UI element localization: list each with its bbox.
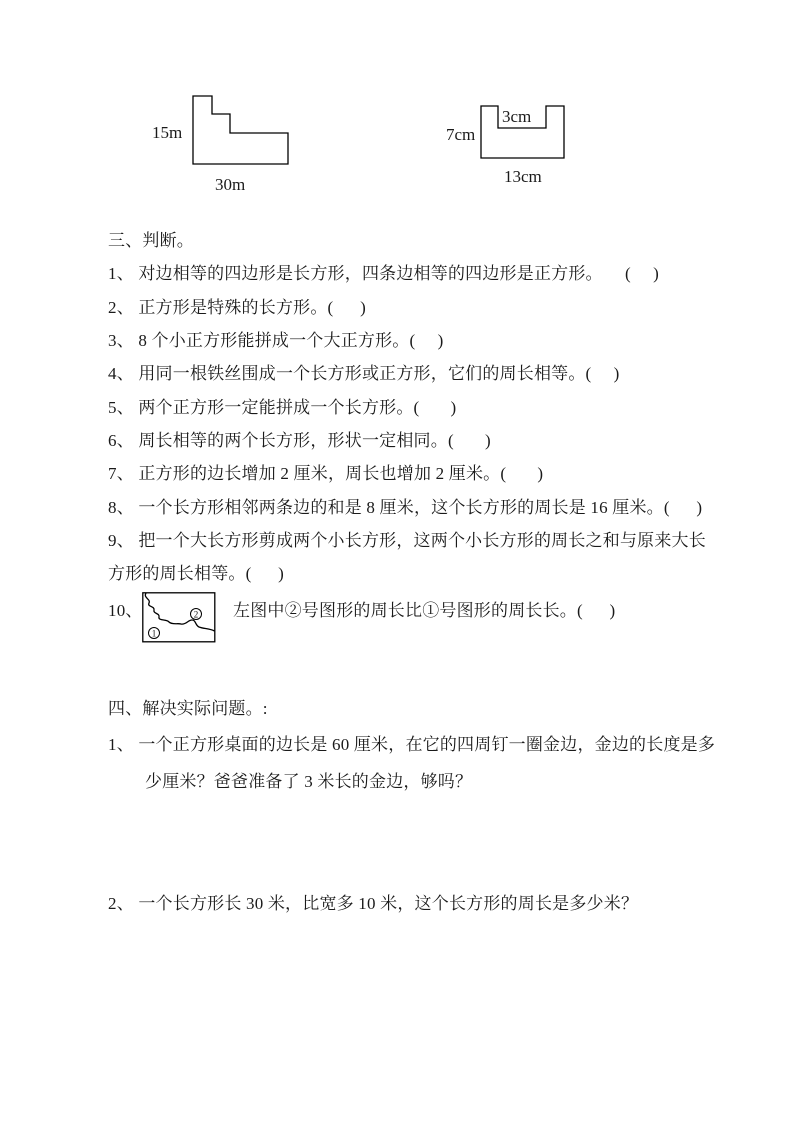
judge-question-10-text: 左图中②号图形的周长比①号图形的周长长。( )	[233, 601, 616, 620]
solve-section-heading: 四、解决实际问题。:	[108, 699, 268, 718]
judge-question-4: 4、 用同一根铁丝围成一个长方形或正方形，它们的周长相等。( )	[108, 364, 620, 383]
region-split-figure	[142, 592, 216, 643]
judge-question-2: 2、 正方形是特殊的长方形。( )	[108, 298, 366, 317]
judge-question-6: 6、 周长相等的两个长方形，形状一定相同。( )	[108, 431, 491, 450]
u-shape-notch-label: 3cm	[502, 107, 532, 126]
judge-question-1: 1、 对边相等的四边形是长方形，四条边相等的四边形是正方形。 ( )	[108, 264, 659, 283]
staircase-shape-outline	[193, 96, 288, 164]
u-shape-height-label: 7cm	[446, 125, 476, 144]
region-divider-curve	[145, 593, 214, 631]
judge-section-heading: 三、判断。	[108, 231, 194, 250]
judge-question-5: 5、 两个正方形一定能拼成一个长方形。( )	[108, 398, 457, 417]
solve-question-1-line2: 少厘米？爸爸准备了 3 米长的金边，够吗？	[145, 772, 473, 791]
u-shape-width-label: 13cm	[504, 167, 542, 186]
solve-question-2: 2、 一个长方形长 30 米，比宽多 10 米，这个长方形的周长是多少米？	[108, 894, 639, 913]
region2-label: 2	[193, 609, 199, 620]
judge-question-3: 3、 8 个小正方形能拼成一个大正方形。( )	[108, 331, 444, 350]
judge-question-8: 8、 一个长方形相邻两条边的和是 8 厘米，这个长方形的周长是 16 厘米。( )	[108, 498, 703, 517]
region1-label: 1	[151, 628, 157, 639]
judge-question-9-line1: 9、 把一个大长方形剪成两个小长方形，这两个小长方形的周长之和与原来大长	[108, 531, 706, 550]
judge-question-10-number: 10、	[108, 601, 143, 620]
u-shape-figure	[438, 88, 613, 196]
solve-question-1-line1: 1、 一个正方形桌面的边长是 60 厘米，在它的四周钉一圈金边，金边的长度是多	[108, 735, 716, 754]
judge-question-9-line2: 方形的周长相等。( )	[108, 564, 285, 583]
judge-question-7: 7、 正方形的边长增加 2 厘米，周长也增加 2 厘米。( )	[108, 464, 544, 483]
staircase-shape-figure	[150, 88, 300, 196]
staircase-height-label: 15m	[152, 123, 183, 142]
staircase-width-label: 30m	[215, 175, 246, 194]
